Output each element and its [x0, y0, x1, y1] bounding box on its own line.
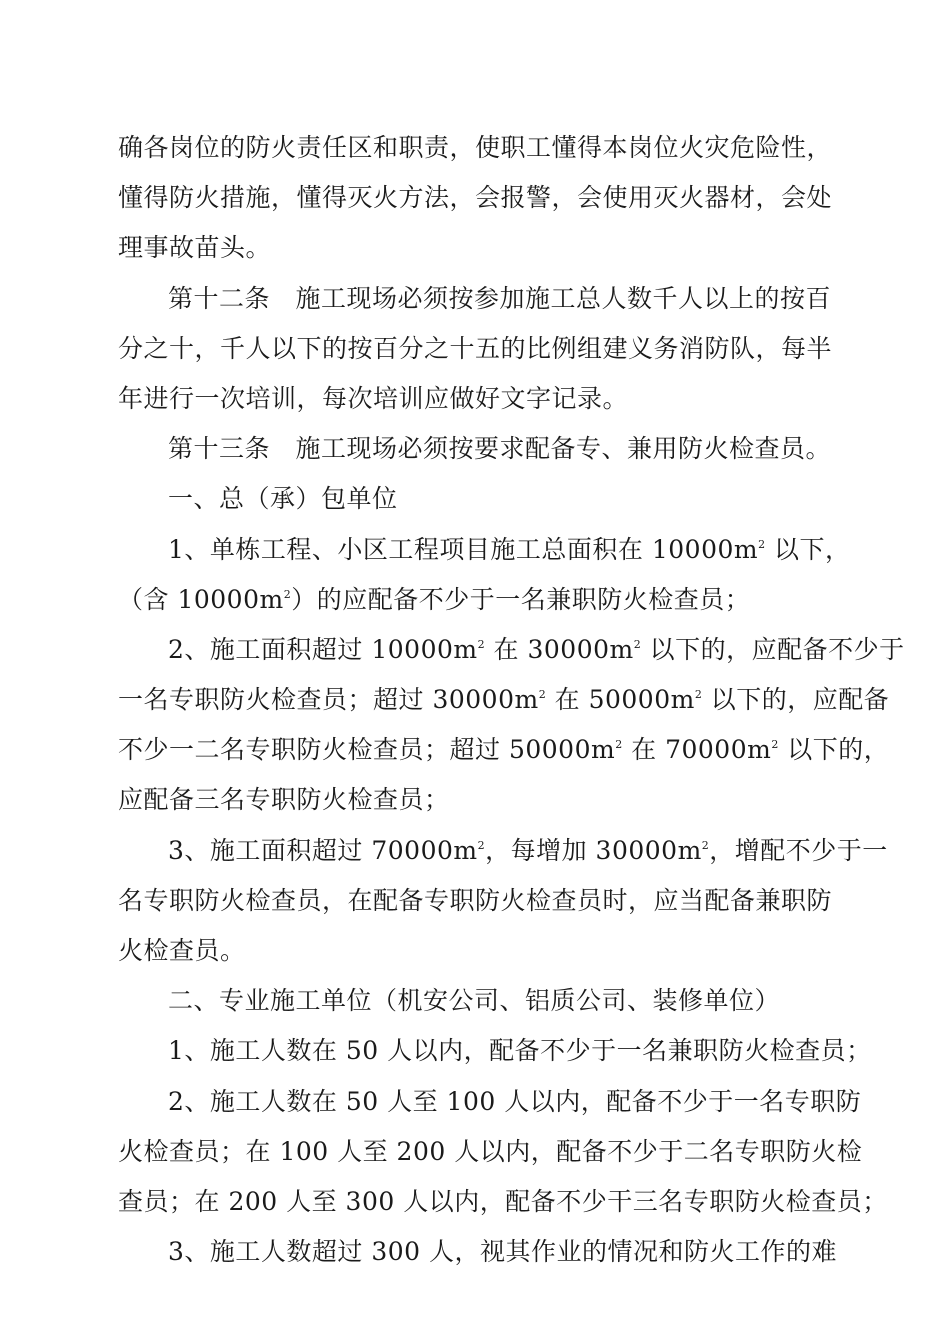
- text-line: 第十二条 施工现场必须按参加施工总人数千人以上的按百: [168, 283, 832, 313]
- text-line: 名专职防火检查员，在配备专职防火检查员时，应当配备兼职防: [118, 885, 833, 915]
- text-line: 一、总（承）包单位: [168, 484, 398, 514]
- text-line: 一名专职防火检查员；超过 $30000m^2$ 在 $50000m^2$ 以下的，应配备: [118, 685, 890, 715]
- text-line: 2、施工人数在 50 人至 100 人以内，配备不少于一名专职防: [168, 1086, 862, 1116]
- text-line: 查员；在 200 人至 300 人以内，配备不少干三名专职防火检查员；: [118, 1186, 888, 1216]
- document-body: [118, 123, 905, 1277]
- text-line: 年进行一次培训，每次培训应做好文字记录。: [118, 383, 629, 413]
- text-line: 应配备三名专职防火检查员；: [118, 785, 450, 815]
- text-line: 理事故苗头。: [118, 233, 272, 263]
- text-line: 1、施工人数在 50 人以内，配备不少于一名兼职防火检查员；: [168, 1036, 872, 1066]
- text-line: 1、单栋工程、小区工程项目施工总面积在 $10000m^2$ 以下，: [168, 534, 851, 564]
- text-line: 分之十，千人以下的按百分之十五的比例组建义务消防队，每半: [118, 333, 833, 363]
- text-line: 火检查员。: [118, 936, 246, 965]
- text-line: 火检查员；在 100 人至 200 人以内，配备不少于二名专职防火检: [118, 1136, 863, 1166]
- text-line: 第十三条 施工现场必须按要求配备专、兼用防火检查员。: [168, 434, 832, 464]
- text-line: 2、施工面积超过 $10000m^2$ 在 $30000m^2$ 以下的，应配备不少于: [168, 634, 905, 664]
- text-line: 不少一二名专职防火检查员；超过 $50000m^2$ 在 $70000m^2$ 以下的，: [118, 735, 890, 765]
- text-line: 确各岗位的防火责任区和职责，使职工懂得本岗位火灾危险性，: [118, 133, 833, 162]
- text-line: 懂得防火措施，懂得灭火方法，会报警，会使用灭火器材，会处: [118, 183, 833, 213]
- text-line: （含 $10000m^2$）的应配备不少于一名兼职防火检查员；: [118, 584, 751, 614]
- text-line: 3、施工面积超过 $70000m^2$，每增加 $30000m^2$，增配不少于一: [168, 835, 888, 865]
- text-line: 3、施工人数超过 300 人，视其作业的情况和防火工作的难: [168, 1237, 838, 1267]
- text-line: 二、专业施工单位（机安公司、铝质公司、装修单位）: [168, 986, 781, 1016]
